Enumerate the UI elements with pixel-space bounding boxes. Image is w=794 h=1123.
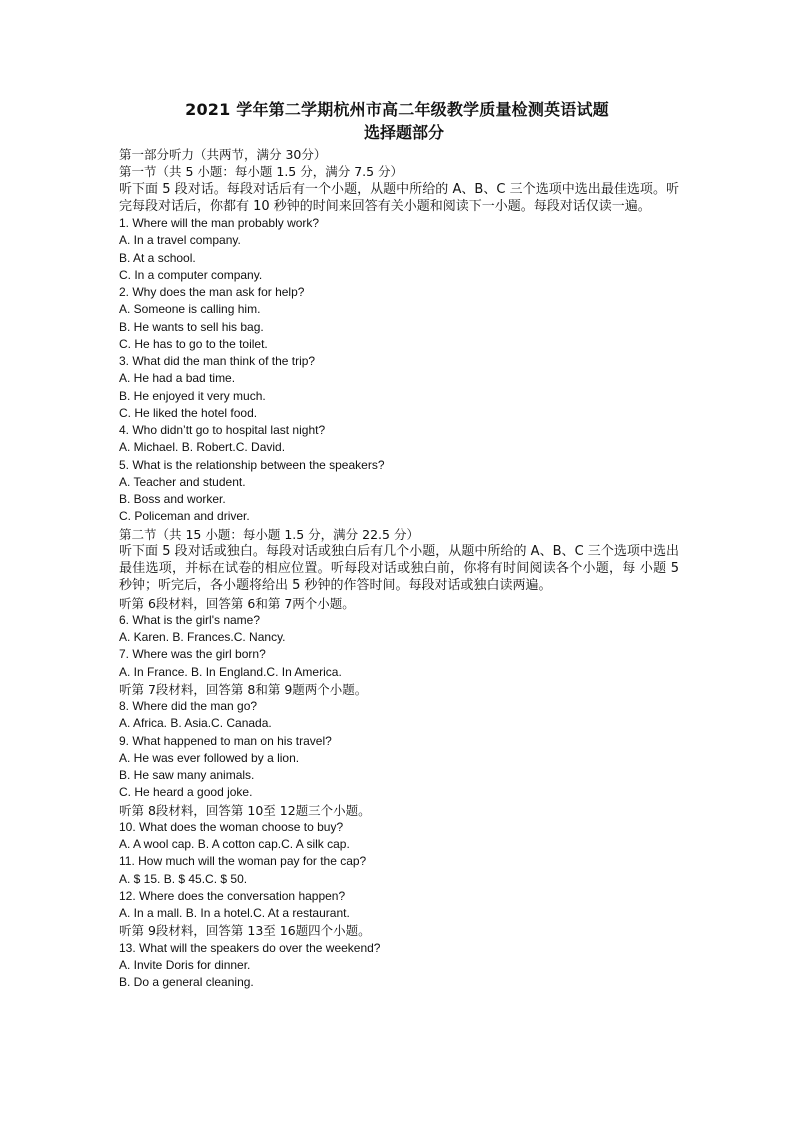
question-line: 10. What does the woman choose to buy? xyxy=(119,819,344,834)
page-title: 2021 学年第二学期杭州市高二年级教学质量检测英语试题 xyxy=(185,100,609,119)
question-line: C. He liked the hotel food. xyxy=(119,405,258,420)
question-line: B. He saw many animals. xyxy=(119,768,255,782)
question-line: 13. What will the speakers do over the weekend? xyxy=(119,940,381,955)
question-line: B. He enjoyed it very much. xyxy=(119,388,266,403)
material-heading: 听第 9段材料，回答第 13至 16题四个小题。 xyxy=(119,923,371,939)
question-line: 4. Who didn’tt go to hospital last night? xyxy=(119,423,326,437)
question-line: 5. What is the relationship between the speakers? xyxy=(119,457,385,472)
question-line: A. Michael. B. Robert.C. David. xyxy=(119,440,286,455)
section1-instructions: 听下面 5 段对话。每段对话后有一个小题，从题中所给的 A、B、C 三个选项中选出最佳选项。听完每段对话后，你都有 10 秒钟的时间来回答有关小题和阅读下一小题。每段对话仅读一遍。 xyxy=(119,181,679,214)
question-line: B. At a school. xyxy=(119,250,196,265)
question-line: A. Teacher and student. xyxy=(119,474,246,489)
question-line: A. Karen. B. Frances.C. Nancy. xyxy=(119,630,286,644)
question-line: A. In France. B. In England.C. In America. xyxy=(119,664,342,679)
question-line: 8. Where did the man go? xyxy=(119,699,258,713)
question-line: A. He had a bad time. xyxy=(119,371,236,386)
question-line: A. Invite Doris for dinner. xyxy=(119,957,251,972)
question-line: C. In a computer company. xyxy=(119,267,263,282)
question-line: 3. What did the man think of the trip? xyxy=(119,354,316,368)
question-line: 9. What happened to man on his travel? xyxy=(119,733,332,748)
page-subtitle: 选择题部分 xyxy=(363,123,444,142)
question-line: 6. What is the girl's name? xyxy=(119,612,261,627)
section2-instructions: 听下面 5 段对话或独白。每段对话或独白后有几个小题，从题中所给的 A、B、C 三个选项中选出最佳选项，并标在试卷的相应位置。听每段对话或独白前，你将有时间阅读各个小题，每 小题 5 秒钟；听完后，各小题将给出 5 秒钟的作答时间。每段对话或独白读两遍。 xyxy=(119,543,679,594)
section1-heading: 第一节（共 5 小题：每小题 1.5 分，满分 7.5 分） xyxy=(119,164,404,180)
material-heading: 听第 8段材料，回答第 10至 12题三个小题。 xyxy=(119,802,371,818)
question-line: 7. Where was the girl born? xyxy=(119,647,266,662)
question-line: B. Do a general cleaning. xyxy=(119,975,254,989)
question-line: 2. Why does the man ask for help? xyxy=(119,285,305,299)
question-line: A. A wool cap. B. A cotton cap.C. A silk cap. xyxy=(119,837,350,851)
material-heading: 听第 6段材料，回答第 6和第 7两个小题。 xyxy=(119,595,355,611)
question-line: A. $ 15. B. $ 45.C. $ 50. xyxy=(119,871,248,886)
question-line: B. He wants to sell his bag. xyxy=(119,319,264,334)
question-line: 11. How much will the woman pay for the cap? xyxy=(119,854,367,869)
exam-content xyxy=(119,146,679,991)
question-line: 12. Where does the conversation happen? xyxy=(119,888,346,903)
question-line: A. In a mall. B. In a hotel.C. At a restaurant. xyxy=(119,906,350,920)
question-line: C. He has to go to the toilet. xyxy=(119,336,268,351)
question-line: A. Someone is calling him. xyxy=(119,302,261,317)
title-block xyxy=(0,98,794,144)
question-line: C. He heard a good joke. xyxy=(119,785,253,800)
part1-heading: 第一部分听力（共两节，满分 30分） xyxy=(119,147,327,162)
question-line: A. Africa. B. Asia.C. Canada. xyxy=(119,716,272,731)
material-heading: 听第 7段材料，回答第 8和第 9题两个小题。 xyxy=(119,681,368,697)
question-line: C. Policeman and driver. xyxy=(119,509,250,524)
question-line: 1. Where will the man probably work? xyxy=(119,216,320,230)
question-line: A. He was ever followed by a lion. xyxy=(119,750,300,765)
question-line: B. Boss and worker. xyxy=(119,492,226,506)
question-line: A. In a travel company. xyxy=(119,233,241,248)
section2-heading: 第二节（共 15 小题：每小题 1.5 分，满分 22.5 分） xyxy=(119,526,419,542)
